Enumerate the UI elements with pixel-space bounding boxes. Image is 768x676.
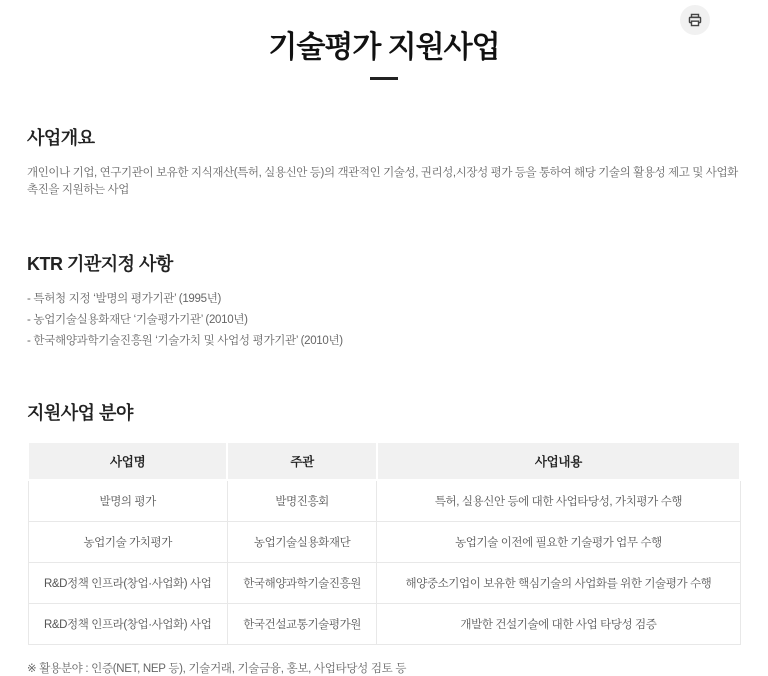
column-header-project: 사업명 (28, 442, 227, 480)
cell-project: R&D정책 인프라(창업·사업화) 사업 (28, 562, 227, 603)
overview-heading: 사업개요 (27, 128, 95, 148)
support-fields-table (27, 441, 741, 645)
printer-icon (688, 13, 702, 27)
cell-organizer: 발명진흥회 (227, 480, 377, 521)
page-header (27, 0, 741, 80)
cell-organizer: 한국건설교통기술평가원 (227, 603, 377, 644)
cell-content: 농업기술 이전에 필요한 기술평가 업무 수행 (377, 521, 740, 562)
cell-content: 개발한 건설기술에 대한 사업 타당성 검증 (377, 603, 740, 644)
list-item: - 농업기술실용화재단 ‘기술평가기관’ (2010년) (27, 314, 248, 326)
column-header-organizer: 주관 (227, 442, 377, 480)
list-item: - 한국해양과학기술진흥원 ‘기술가치 및 사업성 평가기관’ (2010년) (27, 335, 343, 347)
table-row (28, 521, 740, 562)
column-header-content: 사업내용 (377, 442, 740, 480)
cell-content: 해양중소기업이 보유한 핵심기술의 사업화를 위한 기술평가 수행 (377, 562, 740, 603)
print-button[interactable] (680, 5, 710, 35)
table-footnote: ※ 활용분야 : 인증(NET, NEP 등), 기술거래, 기술금융, 홍보, 사업타당성 검토 등 (27, 662, 407, 675)
cell-organizer: 농업기술실용화재단 (227, 521, 377, 562)
table-row (28, 480, 740, 521)
fields-heading: 지원사업 분야 (27, 403, 133, 423)
cell-organizer: 한국해양과학기술진흥원 (227, 562, 377, 603)
table-header-row (28, 442, 740, 480)
title-divider (370, 77, 398, 80)
overview-description: 개인이나 기업, 연구기관이 보유한 지식재산(특허, 실용신안 등)의 객관적인 기술성, 권리성,시장성 평가 등을 통하여 해당 기술의 활용성 제고 및 사업화 촉진을 지원하는 사업 (27, 167, 738, 196)
section-ktr-designations (27, 250, 741, 352)
ktr-designation-list (27, 289, 741, 352)
section-overview (27, 124, 741, 199)
table-row (28, 603, 740, 644)
cell-project: R&D정책 인프라(창업·사업화) 사업 (28, 603, 227, 644)
cell-project: 농업기술 가치평가 (28, 521, 227, 562)
table-row (28, 562, 740, 603)
section-support-fields (27, 399, 741, 676)
ktr-heading: KTR 기관지정 사항 (27, 254, 173, 274)
page-title: 기술평가 지원사업 (268, 31, 500, 64)
cell-project: 발명의 평가 (28, 480, 227, 521)
cell-content: 특허, 실용신안 등에 대한 사업타당성, 가치평가 수행 (377, 480, 740, 521)
list-item: - 특허청 지정 ‘발명의 평가기관’ (1995년) (27, 293, 222, 305)
